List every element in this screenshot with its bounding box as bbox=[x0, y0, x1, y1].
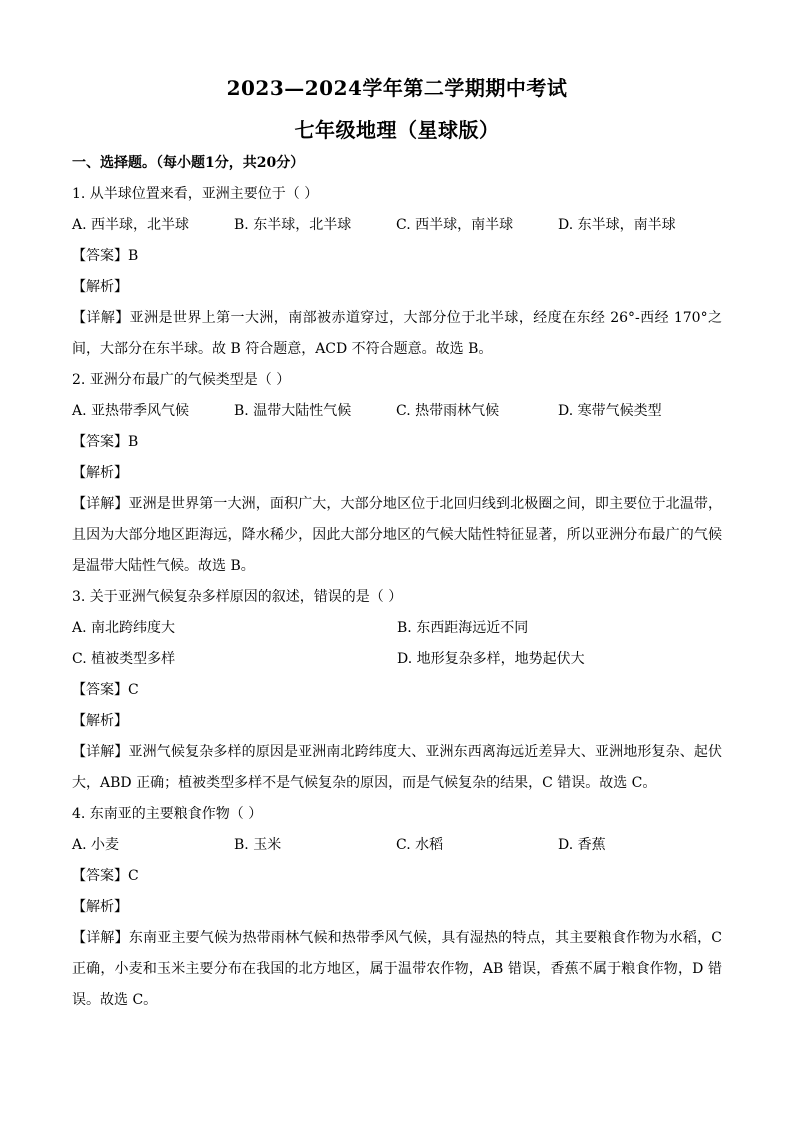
option-d: D. 香蕉 bbox=[558, 837, 606, 853]
option-row bbox=[72, 613, 722, 644]
analysis-label: 【解析】 bbox=[72, 465, 128, 481]
section-heading: 一、选择题。（每小题1分，共20分） bbox=[72, 155, 305, 171]
exam-title: 2023—2024学年第二学期期中考试 bbox=[226, 76, 568, 100]
detail-paragraph: 【详解】亚洲是世界上第一大洲，南部被赤道穿过，大部分位于北半球，经度在东经 26°-西经 170°之间，大部分在东半球。故 B 符合题意，ACD 不符合题意。故选 B。 bbox=[72, 310, 722, 357]
option-b: B. 温带大陆性气候 bbox=[234, 403, 352, 419]
question-4 bbox=[72, 799, 722, 1016]
question-2 bbox=[72, 365, 722, 582]
answer-line: 【答案】B bbox=[72, 248, 139, 264]
exam-subtitle: 七年级地理（星球版） bbox=[294, 118, 500, 142]
exam-content bbox=[72, 148, 722, 1016]
option-d: D. 地形复杂多样，地势起伏大 bbox=[397, 651, 585, 667]
answer-line: 【答案】C bbox=[72, 868, 139, 884]
option-row bbox=[72, 644, 722, 675]
option-b: B. 玉米 bbox=[234, 837, 282, 853]
analysis-label: 【解析】 bbox=[72, 713, 128, 729]
option-row bbox=[72, 830, 722, 861]
question-stem: 2. 亚洲分布最广的气候类型是（ ） bbox=[72, 372, 291, 388]
option-d: D. 东半球，南半球 bbox=[558, 217, 676, 233]
option-row bbox=[72, 210, 722, 241]
question-3 bbox=[72, 582, 722, 799]
option-c: C. 热带雨林气候 bbox=[396, 403, 500, 419]
option-c: C. 植被类型多样 bbox=[72, 651, 176, 667]
analysis-label: 【解析】 bbox=[72, 899, 128, 915]
option-c: C. 水稻 bbox=[396, 837, 444, 853]
question-stem: 4. 东南亚的主要粮食作物（ ） bbox=[72, 806, 263, 822]
detail-paragraph: 【详解】东南亚主要气候为热带雨林气候和热带季风气候，具有湿热的特点，其主要粮食作物为水稻，C 正确，小麦和玉米主要分布在我国的北方地区，属于温带农作物，AB 错误，香蕉不属于粮食作物，D 错误。故选 C。 bbox=[72, 930, 722, 1008]
option-a: A. 小麦 bbox=[72, 837, 120, 853]
detail-paragraph: 【详解】亚洲气候复杂多样的原因是亚洲南北跨纬度大、亚洲东西离海远近差异大、亚洲地形复杂、起伏大，ABD 正确；植被类型多样不是气候复杂的原因，而是气候复杂的结果，C 错误。故选 C。 bbox=[72, 744, 722, 791]
analysis-label: 【解析】 bbox=[72, 279, 128, 295]
option-row bbox=[72, 396, 722, 427]
detail-paragraph: 【详解】亚洲是世界第一大洲，面积广大，大部分地区位于北回归线到北极圈之间，即主要位于北温带，且因为大部分地区距海远，降水稀少，因此大部分地区的气候大陆性特征显著，所以亚洲分布最广的气候是温带大陆性气候。故选 B。 bbox=[72, 496, 722, 574]
answer-line: 【答案】C bbox=[72, 682, 139, 698]
answer-line: 【答案】B bbox=[72, 434, 139, 450]
option-d: D. 寒带气候类型 bbox=[558, 403, 662, 419]
question-stem: 1. 从半球位置来看，亚洲主要位于（ ） bbox=[72, 186, 319, 202]
question-1 bbox=[72, 179, 722, 365]
option-c: C. 西半球，南半球 bbox=[396, 217, 514, 233]
option-a: A. 亚热带季风气候 bbox=[72, 403, 190, 419]
option-b: B. 东半球，北半球 bbox=[234, 217, 352, 233]
option-a: A. 西半球，北半球 bbox=[72, 217, 190, 233]
option-b: B. 东西距海远近不同 bbox=[397, 620, 529, 636]
question-stem: 3. 关于亚洲气候复杂多样原因的叙述，错误的是（ ） bbox=[72, 589, 403, 605]
option-a: A. 南北跨纬度大 bbox=[72, 620, 176, 636]
